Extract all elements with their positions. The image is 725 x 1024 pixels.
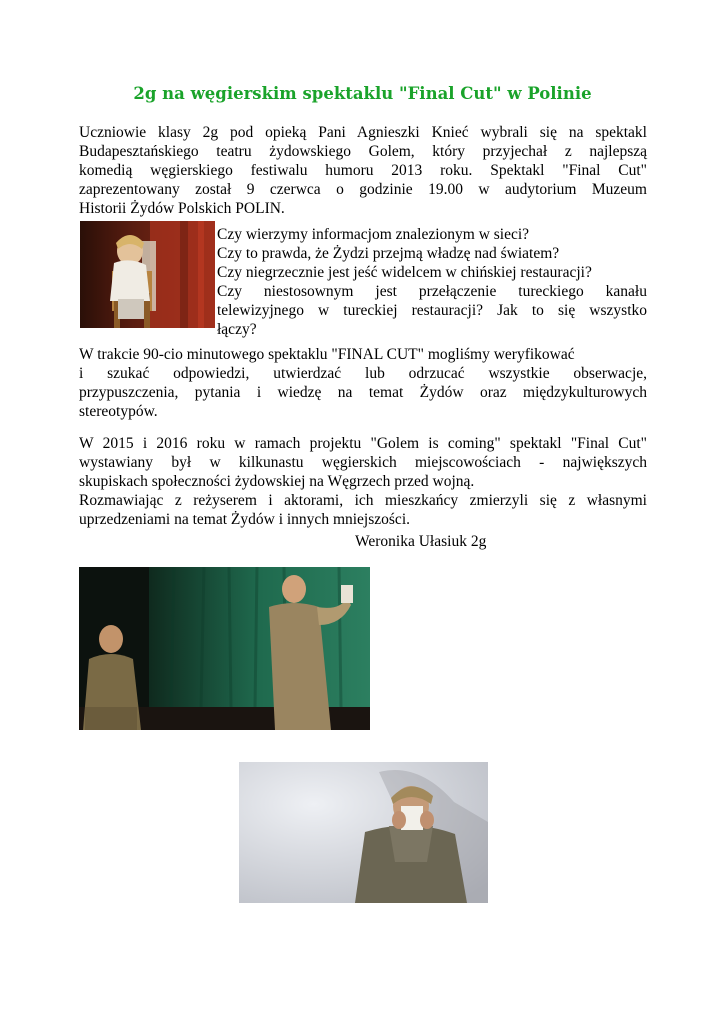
questions-block [217, 225, 647, 339]
paragraph-line: Uczniowie klasy 2g pod opieką Pani Agnieszki Knieć wybrali się na spektakl [79, 124, 647, 141]
photo-graphic [80, 221, 215, 328]
paragraph-line: Budapesztańskiego teatru żydowskiego Golem, który przyjechał z najlepszą [79, 143, 647, 160]
paragraph-line: stereotypów. [79, 403, 158, 420]
paragraph-line: W trakcie 90-cio minutowego spektaklu "FINAL CUT" mogliśmy weryfikować [79, 346, 575, 363]
page-title: 2g na węgierskim spektaklu "Final Cut" w Polinie [133, 84, 592, 103]
intro-paragraph [79, 123, 647, 218]
project-paragraph [79, 434, 647, 529]
paragraph-line: Rozmawiając z reżyserem i aktorami, ich mieszkańcy zmierzyli się z własnymi [79, 492, 647, 509]
paragraph-line: komedią węgierskiego festiwalu humoru 2013 roku. Spektakl "Final Cut" [79, 162, 647, 179]
photo-graphic [79, 567, 370, 730]
question-line: Czy niestosownym jest przełączenie tureckiego kanału [217, 283, 647, 300]
photo-graphic [239, 762, 488, 903]
question-line: łączy? [217, 321, 257, 338]
stage-photo-actor-with-paper [239, 762, 488, 903]
question-line: Czy niegrzecznie jest jeść widelcem w chińskiej restauracji? [217, 264, 592, 281]
paragraph-line: Historii Żydów Polskich POLIN. [79, 200, 285, 217]
question-line: Czy wierzymy informacjom znalezionym w sieci? [217, 226, 530, 243]
paragraph-line: zaprezentowany został 9 czerwca o godzinie 19.00 w audytorium Muzeum [79, 181, 647, 198]
paragraph-line: przypuszczenia, pytania i wiedzę na temat Żydów oraz międzykulturowych [79, 384, 647, 401]
stage-photo-two-actors [79, 567, 370, 730]
paragraph-line: wystawiany był w kilkunastu węgierskich miejscowościach - największych [79, 454, 647, 471]
paragraph-line: W 2015 i 2016 roku w ramach projektu "Golem is coming" spektakl "Final Cut" [79, 435, 647, 452]
paragraph-line: skupiskach społeczności żydowskiej na Węgrzech przed wojną. [79, 473, 475, 490]
paragraph-line: uprzedzeniami na temat Żydów i innych mniejszości. [79, 511, 410, 528]
author-signature: Weronika Ułasiuk 2g [355, 533, 487, 550]
performance-paragraph [79, 345, 647, 421]
paragraph-line: i szukać odpowiedzi, utwierdzać lub odrzucać wszystkie obserwacje, [79, 365, 647, 382]
question-line: Czy to prawda, że Żydzi przejmą władzę nad światem? [217, 245, 560, 262]
question-line: telewizyjnego w tureckiej restauracji? Jak to się wszystko [217, 302, 647, 319]
stage-photo-child-on-chair [80, 221, 215, 328]
